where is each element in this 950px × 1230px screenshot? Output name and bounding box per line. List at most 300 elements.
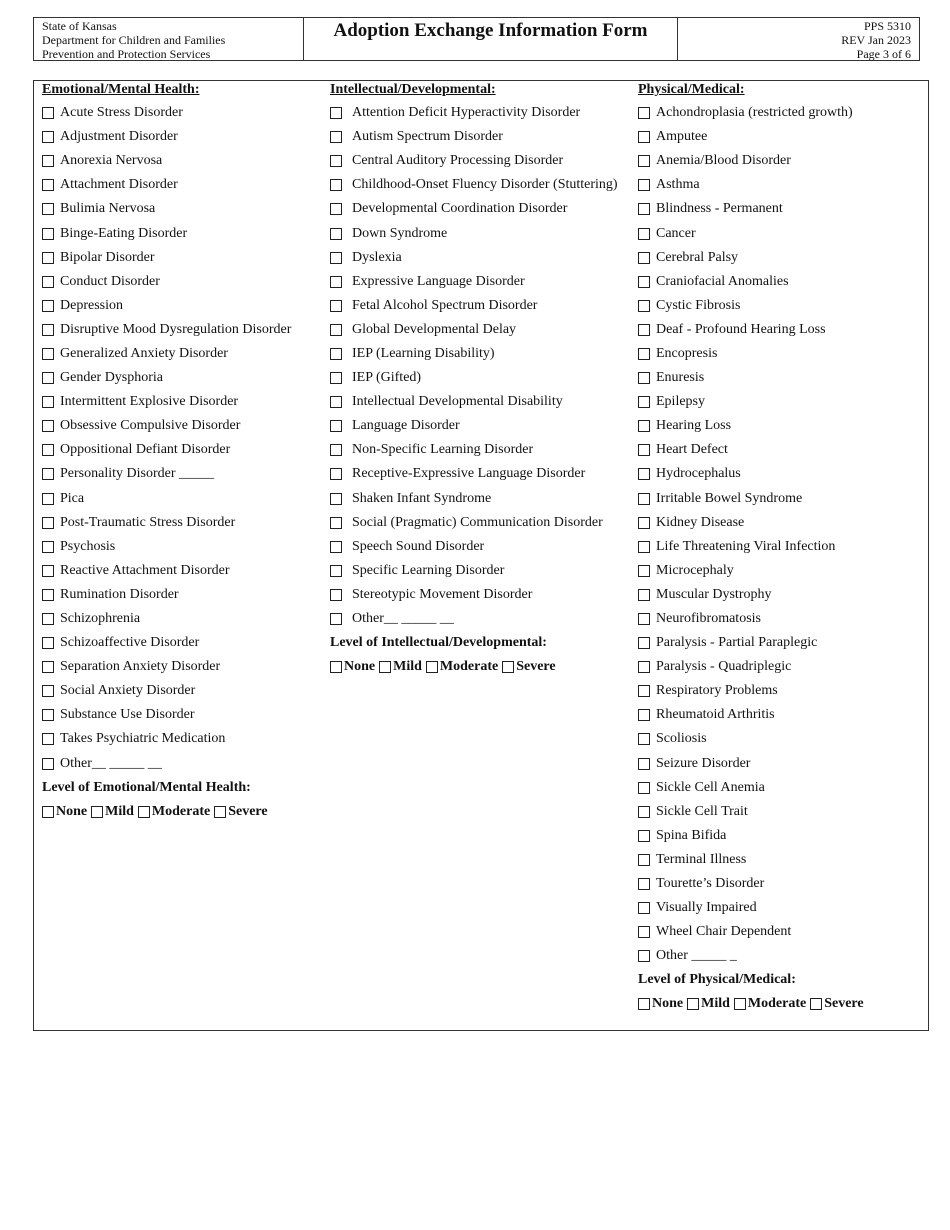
checkbox[interactable]	[638, 709, 650, 721]
intellectual-item	[330, 246, 635, 270]
item-label: IEP (Gifted)	[352, 370, 422, 386]
physical-item	[638, 872, 928, 896]
item-label: Separation Anxiety Disorder	[60, 659, 221, 675]
agency-line: Prevention and Protection Services	[42, 47, 211, 61]
intellectual-item	[330, 366, 635, 390]
checkbox[interactable]	[42, 444, 54, 456]
item-label: Terminal Illness	[656, 851, 747, 867]
emotional-item	[42, 197, 332, 221]
intellectual-item	[330, 559, 635, 583]
checkbox[interactable]	[42, 396, 54, 408]
intellectual-item	[330, 607, 635, 631]
checkbox[interactable]	[42, 613, 54, 625]
item-label: Kidney Disease	[656, 514, 745, 530]
intellectual-list	[330, 101, 635, 631]
agency-line: Department for Children and Families	[42, 33, 226, 47]
item-label: Attention Deficit Hyperactivity Disorder	[352, 105, 581, 121]
checkbox[interactable]	[42, 637, 54, 649]
item-label: Developmental Coordination Disorder	[352, 201, 568, 217]
item-label: Hearing Loss	[656, 418, 732, 434]
level-checkbox[interactable]	[330, 661, 342, 673]
checkbox[interactable]	[42, 589, 54, 601]
physical-item	[638, 583, 928, 607]
checkbox[interactable]	[330, 300, 342, 312]
item-label: Obsessive Compulsive Disorder	[60, 418, 241, 434]
emotional-item	[42, 679, 332, 703]
item-label: Autism Spectrum Disorder	[352, 129, 503, 145]
intellectual-item	[330, 390, 635, 414]
item-label: Non-Specific Learning Disorder	[352, 442, 534, 458]
emotional-item	[42, 270, 332, 294]
item-label: Sickle Cell Trait	[656, 803, 748, 819]
level-option	[210, 804, 267, 820]
checkbox[interactable]	[638, 613, 650, 625]
physical-item	[638, 487, 928, 511]
physical-item	[638, 559, 928, 583]
physical-item	[638, 848, 928, 872]
emotional-item	[42, 125, 332, 149]
agency-line: State of Kansas	[42, 19, 117, 33]
checkbox[interactable]	[638, 300, 650, 312]
physical-item	[638, 607, 928, 631]
checkbox[interactable]	[42, 541, 54, 553]
emotional-level-options	[42, 800, 332, 824]
item-label: Achondroplasia (restricted growth)	[656, 105, 853, 121]
item-label: Substance Use Disorder	[60, 707, 195, 723]
checkbox[interactable]	[638, 348, 650, 360]
checkbox[interactable]	[42, 420, 54, 432]
intellectual-level-title: Level of Intellectual/Developmental:	[330, 635, 547, 651]
physical-item	[638, 173, 928, 197]
checkbox[interactable]	[42, 565, 54, 577]
intellectual-item	[330, 487, 635, 511]
emotional-level-title: Level of Emotional/Mental Health:	[42, 779, 251, 795]
level-label: Mild	[393, 659, 422, 675]
emotional-item	[42, 655, 332, 679]
item-label: Speech Sound Disorder	[352, 538, 485, 554]
item-label: Adjustment Disorder	[60, 129, 178, 145]
checkbox[interactable]	[42, 661, 54, 673]
checkbox[interactable]	[638, 926, 650, 938]
checkbox[interactable]	[42, 709, 54, 721]
item-label: Stereotypic Movement Disorder	[352, 586, 533, 602]
checkbox[interactable]	[330, 444, 342, 456]
checkbox[interactable]	[638, 806, 650, 818]
item-label: Encopresis	[656, 345, 718, 361]
checkbox[interactable]	[638, 276, 650, 288]
physical-item	[638, 149, 928, 173]
item-label: Enuresis	[656, 370, 705, 386]
checkbox[interactable]	[638, 493, 650, 505]
checkbox[interactable]	[638, 950, 650, 962]
intellectual-item	[330, 294, 635, 318]
checkbox[interactable]	[330, 420, 342, 432]
level-option	[498, 659, 555, 675]
emotional-item	[42, 607, 332, 631]
level-checkbox[interactable]	[91, 806, 103, 818]
item-label: Life Threatening Viral Infection	[656, 538, 836, 554]
checkbox[interactable]	[638, 324, 650, 336]
item-label: Anorexia Nervosa	[60, 153, 163, 169]
item-label: Disruptive Mood Dysregulation Disorder	[60, 321, 292, 337]
checkbox[interactable]	[42, 276, 54, 288]
emotional-item	[42, 390, 332, 414]
physical-title: Physical/Medical:	[638, 82, 745, 97]
level-checkbox[interactable]	[379, 661, 391, 673]
emotional-item	[42, 438, 332, 462]
level-label: Moderate	[747, 996, 807, 1012]
item-label: Pica	[60, 490, 85, 506]
checkbox[interactable]	[42, 324, 54, 336]
intellectual-item	[330, 173, 635, 197]
physical-item	[638, 270, 928, 294]
level-checkbox[interactable]	[42, 806, 54, 818]
level-option	[330, 659, 375, 675]
intellectual-item	[330, 221, 635, 245]
checkbox[interactable]	[330, 541, 342, 553]
item-label: Down Syndrome	[352, 225, 448, 241]
item-label: Receptive-Expressive Language Disorder	[352, 466, 586, 482]
item-label: Rumination Disorder	[60, 586, 179, 602]
physical-list	[638, 101, 928, 968]
checkbox[interactable]	[638, 252, 650, 264]
checkbox[interactable]	[330, 565, 342, 577]
intellectual-title: Intellectual/Developmental:	[330, 82, 496, 97]
checkbox[interactable]	[42, 107, 54, 119]
checkbox[interactable]	[638, 396, 650, 408]
emotional-item	[42, 149, 332, 173]
checkbox[interactable]	[330, 228, 342, 240]
emotional-item	[42, 246, 332, 270]
item-label: Paralysis - Partial Paraplegic	[656, 635, 818, 651]
item-label: Other__ _____ __	[60, 755, 162, 771]
item-label: Expressive Language Disorder	[352, 273, 525, 289]
checkbox[interactable]	[638, 155, 650, 167]
item-label: Craniofacial Anomalies	[656, 273, 789, 289]
level-option	[806, 996, 863, 1012]
physical-item	[638, 824, 928, 848]
emotional-item	[42, 342, 332, 366]
item-label: Wheel Chair Dependent	[656, 924, 792, 940]
physical-item	[638, 511, 928, 535]
checkbox[interactable]	[42, 517, 54, 529]
physical-column	[638, 81, 928, 1016]
item-label: Asthma	[656, 177, 700, 193]
checkbox[interactable]	[638, 685, 650, 697]
physical-item	[638, 246, 928, 270]
checkbox[interactable]	[42, 155, 54, 167]
physical-item	[638, 318, 928, 342]
checkbox[interactable]	[638, 589, 650, 601]
checkbox[interactable]	[330, 155, 342, 167]
physical-item	[638, 655, 928, 679]
item-label: Schizophrenia	[60, 611, 141, 627]
level-checkbox[interactable]	[638, 998, 650, 1010]
level-option	[422, 659, 498, 675]
level-label: None	[344, 659, 376, 675]
checkbox[interactable]	[330, 517, 342, 529]
item-label: Reactive Attachment Disorder	[60, 562, 230, 578]
item-label: Other _____ _	[656, 948, 737, 964]
level-option	[134, 804, 210, 820]
checkbox[interactable]	[42, 252, 54, 264]
physical-item	[638, 438, 928, 462]
physical-item	[638, 390, 928, 414]
item-label: Intermittent Explosive Disorder	[60, 394, 239, 410]
physical-item	[638, 125, 928, 149]
physical-item	[638, 920, 928, 944]
intellectual-item	[330, 149, 635, 173]
item-label: Cerebral Palsy	[656, 249, 739, 265]
checkbox[interactable]	[330, 107, 342, 119]
item-label: Bulimia Nervosa	[60, 201, 156, 217]
item-label: Fetal Alcohol Spectrum Disorder	[352, 297, 538, 313]
item-label: Cancer	[656, 225, 696, 241]
item-label: Specific Learning Disorder	[352, 562, 505, 578]
emotional-column	[42, 81, 332, 824]
physical-item	[638, 414, 928, 438]
item-label: Language Disorder	[352, 418, 460, 434]
intellectual-item	[330, 342, 635, 366]
checkbox[interactable]	[638, 637, 650, 649]
checkbox[interactable]	[638, 541, 650, 553]
level-option	[375, 659, 422, 675]
intellectual-level-options	[330, 655, 635, 679]
emotional-item	[42, 221, 332, 245]
emotional-item	[42, 366, 332, 390]
intellectual-item	[330, 125, 635, 149]
item-label: Global Developmental Delay	[352, 321, 517, 337]
item-label: Other__ _____ __	[352, 611, 454, 627]
form-revision: REV Jan 2023	[841, 33, 911, 47]
emotional-list	[42, 101, 332, 776]
intellectual-item	[330, 583, 635, 607]
checkbox[interactable]	[42, 372, 54, 384]
physical-item	[638, 101, 928, 125]
item-label: Personality Disorder _____	[60, 466, 214, 482]
checkbox[interactable]	[330, 493, 342, 505]
emotional-item	[42, 294, 332, 318]
intellectual-item	[330, 462, 635, 486]
checkbox[interactable]	[330, 131, 342, 143]
emotional-item	[42, 631, 332, 655]
checkbox[interactable]	[42, 733, 54, 745]
physical-item	[638, 703, 928, 727]
level-option	[42, 804, 87, 820]
checkbox[interactable]	[330, 276, 342, 288]
item-label: Blindness - Permanent	[656, 201, 783, 217]
level-checkbox[interactable]	[426, 661, 438, 673]
checkbox[interactable]	[330, 252, 342, 264]
item-label: Muscular Dystrophy	[656, 586, 772, 602]
level-label: Mild	[105, 803, 134, 819]
emotional-item	[42, 727, 332, 751]
emotional-title: Emotional/Mental Health:	[42, 82, 200, 97]
physical-item	[638, 535, 928, 559]
emotional-item	[42, 101, 332, 125]
level-label: None	[652, 996, 684, 1012]
physical-item	[638, 800, 928, 824]
checkbox[interactable]	[638, 565, 650, 577]
checkbox[interactable]	[638, 444, 650, 456]
level-label: None	[56, 803, 88, 819]
emotional-item	[42, 173, 332, 197]
physical-item	[638, 631, 928, 655]
physical-item	[638, 221, 928, 245]
item-label: Bipolar Disorder	[60, 249, 155, 265]
checkbox[interactable]	[638, 179, 650, 191]
level-label: Mild	[701, 996, 730, 1012]
level-checkbox[interactable]	[214, 806, 226, 818]
checkbox[interactable]	[638, 372, 650, 384]
intellectual-item	[330, 511, 635, 535]
item-label: Sickle Cell Anemia	[656, 779, 765, 795]
checkbox[interactable]	[42, 758, 54, 770]
checkbox[interactable]	[42, 348, 54, 360]
checkbox[interactable]	[330, 589, 342, 601]
checkbox[interactable]	[330, 468, 342, 480]
checkbox[interactable]	[42, 685, 54, 697]
intellectual-item	[330, 270, 635, 294]
physical-item	[638, 896, 928, 920]
level-option	[683, 996, 730, 1012]
item-label: Intellectual Developmental Disability	[352, 394, 563, 410]
form-header	[33, 17, 920, 61]
physical-item	[638, 294, 928, 318]
level-option	[730, 996, 806, 1012]
checkbox[interactable]	[638, 131, 650, 143]
checkbox[interactable]	[638, 203, 650, 215]
level-label: Moderate	[151, 803, 211, 819]
physical-level-options	[638, 992, 928, 1016]
checkbox[interactable]	[638, 902, 650, 914]
checkbox[interactable]	[638, 854, 650, 866]
item-label: Neurofibromatosis	[656, 611, 761, 627]
emotional-item	[42, 511, 332, 535]
intellectual-item	[330, 101, 635, 125]
physical-item	[638, 342, 928, 366]
checkbox[interactable]	[638, 661, 650, 673]
emotional-item	[42, 752, 332, 776]
form-id-block	[678, 18, 919, 60]
checkbox[interactable]	[42, 493, 54, 505]
level-label: Moderate	[439, 659, 499, 675]
item-label: Shaken Infant Syndrome	[352, 490, 492, 506]
physical-item	[638, 679, 928, 703]
item-label: Conduct Disorder	[60, 273, 160, 289]
checkbox[interactable]	[330, 203, 342, 215]
checkbox[interactable]	[638, 228, 650, 240]
level-label: Severe	[824, 996, 864, 1012]
checkbox[interactable]	[42, 203, 54, 215]
checkbox[interactable]	[638, 830, 650, 842]
item-label: Binge-Eating Disorder	[60, 225, 188, 241]
emotional-item	[42, 535, 332, 559]
checkbox[interactable]	[42, 468, 54, 480]
emotional-item	[42, 559, 332, 583]
level-checkbox[interactable]	[138, 806, 150, 818]
intellectual-item	[330, 197, 635, 221]
item-label: Rheumatoid Arthritis	[656, 707, 775, 723]
emotional-item	[42, 318, 332, 342]
item-label: Deaf - Profound Hearing Loss	[656, 321, 826, 337]
item-label: Acute Stress Disorder	[60, 105, 183, 121]
item-label: Gender Dysphoria	[60, 370, 164, 386]
item-label: Seizure Disorder	[656, 755, 751, 771]
physical-item	[638, 752, 928, 776]
physical-item	[638, 462, 928, 486]
item-label: Heart Defect	[656, 442, 728, 458]
item-label: Spina Bifida	[656, 827, 727, 843]
checkbox[interactable]	[638, 468, 650, 480]
checkbox[interactable]	[42, 179, 54, 191]
item-label: Social Anxiety Disorder	[60, 683, 196, 699]
item-label: IEP (Learning Disability)	[352, 345, 495, 361]
physical-item	[638, 944, 928, 968]
level-label: Severe	[516, 659, 556, 675]
checkbox[interactable]	[42, 300, 54, 312]
item-label: Dyslexia	[352, 249, 402, 265]
form-title: Adoption Exchange Information Form	[304, 18, 678, 60]
item-label: Cystic Fibrosis	[656, 297, 741, 313]
item-label: Takes Psychiatric Medication	[60, 731, 226, 747]
emotional-item	[42, 583, 332, 607]
intellectual-item	[330, 438, 635, 462]
level-label: Severe	[228, 803, 268, 819]
item-label: Attachment Disorder	[60, 177, 178, 193]
physical-item	[638, 197, 928, 221]
checkbox[interactable]	[330, 348, 342, 360]
intellectual-item	[330, 535, 635, 559]
checkbox[interactable]	[638, 758, 650, 770]
emotional-item	[42, 703, 332, 727]
checkbox[interactable]	[638, 107, 650, 119]
checkbox[interactable]	[330, 613, 342, 625]
checkbox[interactable]	[42, 131, 54, 143]
item-label: Post-Traumatic Stress Disorder	[60, 514, 236, 530]
physical-item	[638, 776, 928, 800]
checkbox[interactable]	[330, 396, 342, 408]
physical-item	[638, 366, 928, 390]
page-number: Page 3 of 6	[856, 47, 911, 61]
emotional-item	[42, 414, 332, 438]
checkbox[interactable]	[638, 420, 650, 432]
emotional-item	[42, 487, 332, 511]
level-checkbox[interactable]	[734, 998, 746, 1010]
checkbox[interactable]	[330, 179, 342, 191]
intellectual-item	[330, 318, 635, 342]
level-checkbox[interactable]	[810, 998, 822, 1010]
checkbox[interactable]	[330, 324, 342, 336]
level-checkbox[interactable]	[502, 661, 514, 673]
checkbox[interactable]	[638, 782, 650, 794]
checkbox[interactable]	[638, 878, 650, 890]
checkbox[interactable]	[330, 372, 342, 384]
checkbox[interactable]	[638, 733, 650, 745]
level-checkbox[interactable]	[687, 998, 699, 1010]
item-label: Psychosis	[60, 538, 116, 554]
item-label: Central Auditory Processing Disorder	[352, 153, 564, 169]
item-label: Tourette’s Disorder	[656, 876, 765, 892]
checkbox[interactable]	[42, 228, 54, 240]
agency-block	[34, 18, 304, 60]
item-label: Generalized Anxiety Disorder	[60, 345, 228, 361]
intellectual-item	[330, 414, 635, 438]
item-label: Paralysis - Quadriplegic	[656, 659, 792, 675]
item-label: Hydrocephalus	[656, 466, 741, 482]
checkbox[interactable]	[638, 517, 650, 529]
item-label: Anemia/Blood Disorder	[656, 153, 791, 169]
